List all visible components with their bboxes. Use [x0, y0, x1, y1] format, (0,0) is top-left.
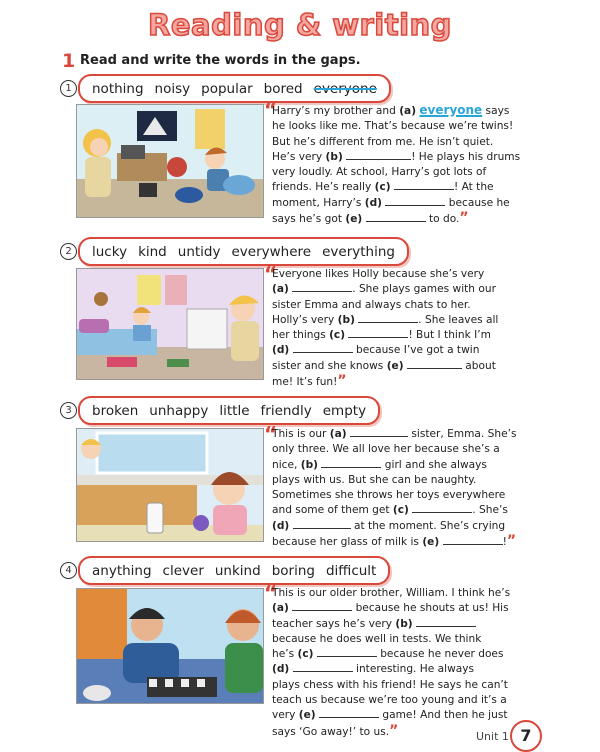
text-line: teacher says he’s very	[272, 617, 396, 630]
illustration-holly	[76, 268, 264, 380]
text-line: me! It’s fun!	[272, 376, 338, 389]
text-line: ! He plays his drums	[411, 150, 521, 163]
example-answer: everyone	[419, 103, 483, 117]
word: nothing	[92, 80, 144, 97]
text-line: He’s very	[272, 150, 326, 163]
word: broken	[92, 402, 139, 419]
word: everywhere	[231, 243, 312, 260]
answer-blank[interactable]	[293, 343, 353, 353]
answer-blank[interactable]	[416, 617, 476, 627]
text-line: very loudly. At school, Harry’s got lots of	[272, 166, 487, 179]
gap-label: (a)	[399, 105, 417, 117]
word: unhappy	[149, 402, 209, 419]
crossed-word: everyone	[313, 80, 377, 97]
word: kind	[138, 243, 167, 260]
answer-blank[interactable]	[443, 535, 503, 545]
gap-label: (b)	[325, 150, 343, 163]
text-block	[272, 103, 522, 227]
answer-blank[interactable]	[366, 212, 426, 222]
word: untidy	[177, 243, 221, 260]
word: difficult	[325, 562, 377, 579]
answer-blank[interactable]	[321, 458, 381, 468]
text-line: because I’ve got a twin	[352, 344, 480, 357]
text-line: says ‘Go away!’ to us.	[272, 725, 390, 738]
gap-label: (e)	[345, 213, 363, 226]
text-line: only three. We all love her because she’s a	[272, 443, 500, 456]
text-line: This is our older brother, William. I think he’s	[272, 587, 511, 599]
text-line: he looks like me. That’s because we’re twins!	[272, 120, 514, 133]
text-line: . She plays games with our	[352, 283, 496, 296]
text-line: But he’s different from me. He isn’t quiet.	[272, 135, 494, 148]
text-line: moment, Harry’s	[272, 196, 365, 209]
gap-label: (a)	[272, 602, 289, 615]
word: friendly	[260, 402, 312, 419]
answer-blank[interactable]	[385, 196, 445, 206]
illustration-harry	[76, 104, 264, 218]
text-line: about	[461, 359, 496, 372]
gap-label: (b)	[300, 458, 319, 471]
section-number: 4	[60, 562, 77, 579]
answer-blank[interactable]	[293, 662, 353, 672]
word-box	[78, 396, 380, 425]
text-line: interesting. He always	[352, 663, 475, 676]
word: noisy	[154, 80, 191, 97]
text-line: plays chess with his friend! He says he can’t	[272, 678, 508, 691]
gap-label: (c)	[329, 329, 346, 342]
answer-blank[interactable]	[407, 359, 462, 369]
answer-blank[interactable]	[292, 601, 352, 611]
text-line: at the moment. She’s crying	[350, 519, 506, 532]
text-line: . She leaves all	[418, 313, 499, 326]
text-line: Sometimes she throws her toys everywhere	[272, 489, 506, 502]
text-line: Holly’s very	[272, 313, 338, 326]
text-line: friends. He’s really	[272, 181, 375, 194]
text-line: Everyone likes Holly because she’s very	[272, 268, 485, 280]
word: unkind	[214, 562, 261, 579]
answer-blank[interactable]	[412, 503, 472, 513]
text-line: girl and she always	[381, 458, 487, 471]
word: popular	[201, 80, 253, 97]
illustration-william	[76, 588, 264, 704]
text-line: Harry’s my brother and	[272, 105, 400, 117]
text-line: because he never does	[376, 648, 504, 661]
word: bored	[263, 80, 303, 97]
text-line: because he shouts at us! His	[352, 602, 509, 615]
gap-label: (a)	[272, 283, 289, 296]
answer-blank[interactable]	[350, 427, 408, 437]
answer-blank[interactable]	[317, 647, 377, 657]
close-quote-mark: ”	[459, 210, 469, 227]
gap-label: (b)	[337, 313, 355, 326]
text-line: . She’s	[472, 504, 508, 517]
section-number: 1	[60, 80, 77, 97]
text-line: because he does well in tests. We think	[272, 632, 482, 645]
open-quote-mark: “	[264, 422, 278, 446]
page-number: 7	[510, 720, 542, 752]
text-line: because her glass of milk is	[272, 536, 423, 549]
text-block	[272, 427, 522, 550]
text-line: nice,	[272, 458, 301, 471]
word: empty	[322, 402, 367, 419]
gap-label: (d)	[364, 196, 383, 209]
text-line: her things	[272, 329, 330, 342]
gap-label: (c)	[374, 181, 391, 194]
illustration-emma	[76, 428, 264, 542]
text-line: he’s	[272, 648, 298, 661]
word: boring	[271, 562, 315, 579]
text-line: sister and she knows	[272, 359, 387, 372]
word-box	[78, 237, 409, 266]
word: lucky	[92, 243, 128, 260]
text-block	[272, 267, 522, 390]
text-line: says	[482, 105, 510, 117]
page-title: Reading & writing	[148, 8, 452, 42]
gap-label: (b)	[395, 617, 413, 630]
word-box	[78, 556, 390, 585]
text-line: to do.	[425, 213, 460, 226]
text-line: and some of them get	[272, 504, 393, 517]
close-quote-mark: ”	[389, 722, 399, 739]
word-box	[78, 74, 391, 103]
word: little	[219, 402, 250, 419]
gap-label: (e)	[386, 359, 404, 372]
gap-label: (e)	[422, 536, 440, 549]
section-number: 2	[60, 243, 77, 260]
answer-blank[interactable]	[358, 313, 418, 323]
text-line: ! But I think I’m	[408, 329, 491, 342]
text-line: plays with us. But she can be naughty.	[272, 473, 477, 486]
open-quote-mark: “	[264, 581, 278, 605]
open-quote-mark: “	[264, 262, 278, 286]
exercise-number: 1	[62, 50, 76, 72]
section-number: 3	[60, 402, 77, 419]
text-line: sister Emma and always chats to her.	[272, 298, 471, 311]
text-block	[272, 586, 522, 740]
close-quote-mark: ”	[337, 373, 347, 390]
gap-label: (d)	[272, 344, 290, 357]
text-line: teach us because we’re too young and it’s a	[272, 694, 507, 707]
gap-label: (d)	[272, 519, 290, 532]
text-line: sister, Emma. She’s	[407, 428, 517, 440]
close-quote-mark: ”	[506, 533, 517, 550]
gap-label: (a)	[329, 428, 347, 440]
text-line: This is our	[272, 428, 330, 440]
answer-blank[interactable]	[319, 708, 379, 718]
text-line: game! And then he just	[379, 709, 508, 722]
word: everything	[322, 243, 395, 260]
unit-label: Unit 1	[476, 730, 509, 743]
text-line: very	[272, 709, 299, 722]
word: clever	[162, 562, 204, 579]
answer-blank[interactable]	[394, 180, 454, 190]
answer-blank[interactable]	[292, 282, 352, 292]
word: anything	[92, 562, 152, 579]
answer-blank[interactable]	[293, 519, 351, 529]
gap-label: (c)	[297, 648, 314, 661]
gap-label: (e)	[298, 709, 316, 722]
open-quote-mark: “	[264, 98, 278, 122]
gap-label: (c)	[392, 504, 409, 517]
gap-label: (d)	[272, 663, 290, 676]
exercise-instruction: Read and write the words in the gaps.	[80, 53, 361, 68]
answer-blank[interactable]	[348, 328, 408, 338]
text-line: says he’s got	[272, 213, 346, 226]
answer-blank[interactable]	[346, 150, 411, 160]
text-line: because he	[445, 196, 510, 209]
text-line: ! At the	[453, 181, 494, 194]
text-line: !	[502, 536, 507, 549]
